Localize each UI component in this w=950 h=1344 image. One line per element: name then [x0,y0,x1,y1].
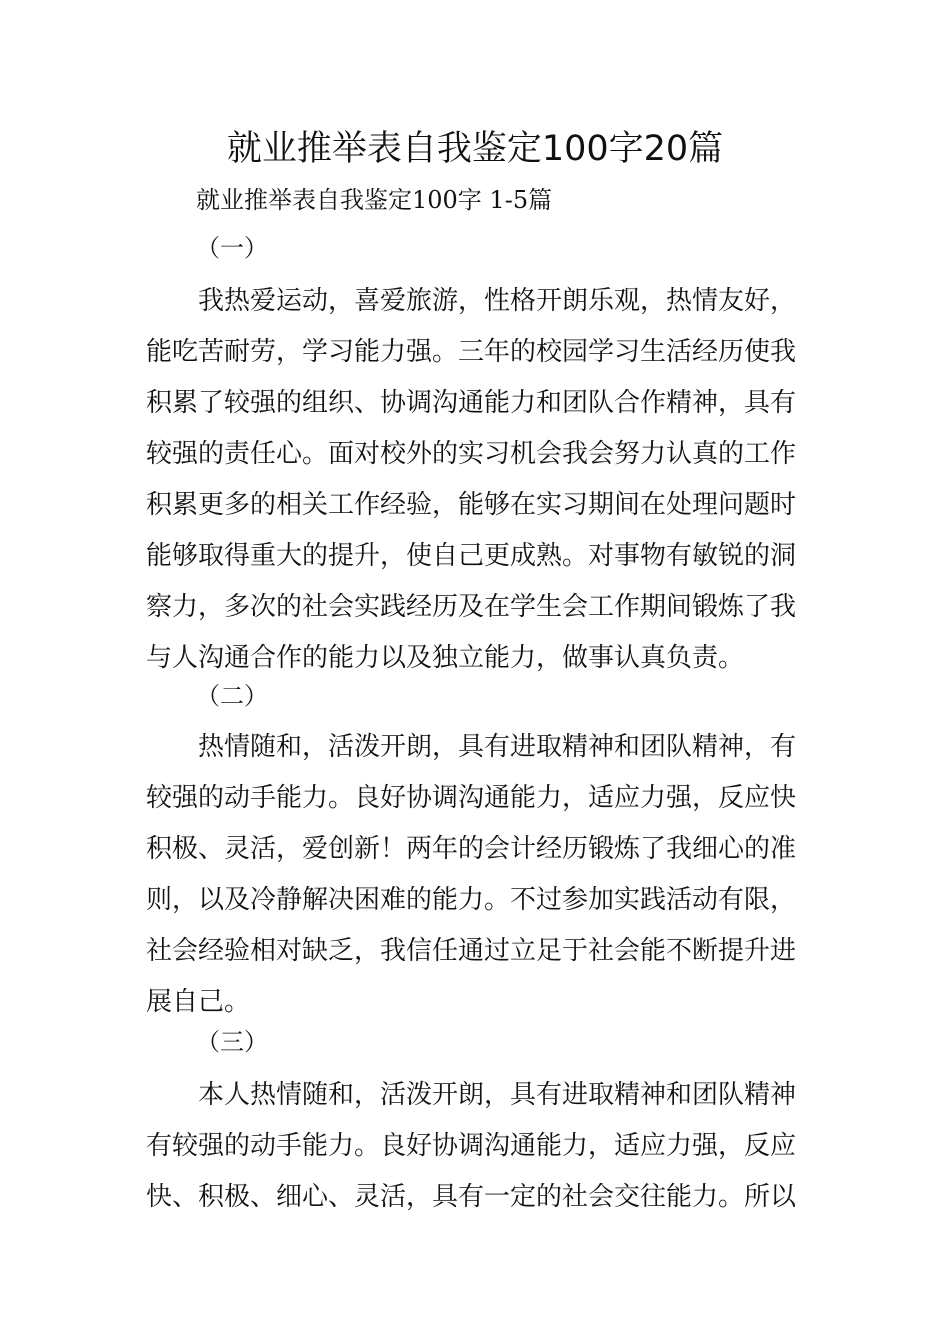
section-marker-2: （二） [196,682,268,710]
paragraph-line: 我热爱运动，喜爱旅游，性格开朗乐观，热情友好， [198,286,797,316]
paragraph-line: 能够取得重大的提升，使自己更成熟。对事物有敏锐的洞 [146,541,797,571]
paragraph-line: 与人沟通合作的能力以及独立能力，做事认真负责。 [146,643,745,673]
paragraph-line: 积累了较强的组织、协调沟通能力和团队合作精神，具有 [146,388,797,418]
section-marker-3: （三） [196,1028,268,1056]
paragraph-line: 有较强的动手能力。良好协调沟通能力，适应力强，反应 [146,1131,797,1161]
paragraph-line: 察力，多次的社会实践经历及在学生会工作期间锻炼了我 [146,592,797,622]
paragraph-line: 则，以及冷静解决困难的能力。不过参加实践活动有限， [146,885,797,915]
section-paragraph-2 [146,722,806,1028]
paragraph-line: 展自己。 [146,987,251,1017]
paragraph-line: 积极、灵活，爱创新！两年的会计经历锻炼了我细心的准 [146,834,797,864]
paragraph-line: 社会经验相对缺乏，我信任通过立足于社会能不断提升进 [146,936,797,966]
paragraph-line: 积累更多的相关工作经验，能够在实习期间在处理问题时 [146,490,797,520]
paragraph-line: 较强的责任心。面对校外的实习机会我会努力认真的工作 [146,439,797,469]
paragraph-line: 热情随和，活泼开朗，具有进取精神和团队精神，有 [198,732,797,762]
paragraph-line: 较强的动手能力。良好协调沟通能力，适应力强，反应快 [146,783,797,813]
document-subtitle: 就业推举表自我鉴定100字 1-5篇 [196,186,553,214]
paragraph-line: 快、积极、细心、灵活，具有一定的社会交往能力。所以 [146,1182,797,1212]
document-title: 就业推举表自我鉴定100字20篇 [226,129,724,169]
section-paragraph-3 [146,1070,806,1223]
section-paragraph-1 [146,276,806,684]
section-marker-1: （一） [196,234,268,262]
paragraph-line: 能吃苦耐劳，学习能力强。三年的校园学习生活经历使我 [146,337,797,367]
paragraph-line: 本人热情随和，活泼开朗，具有进取精神和团队精神 [198,1080,797,1110]
